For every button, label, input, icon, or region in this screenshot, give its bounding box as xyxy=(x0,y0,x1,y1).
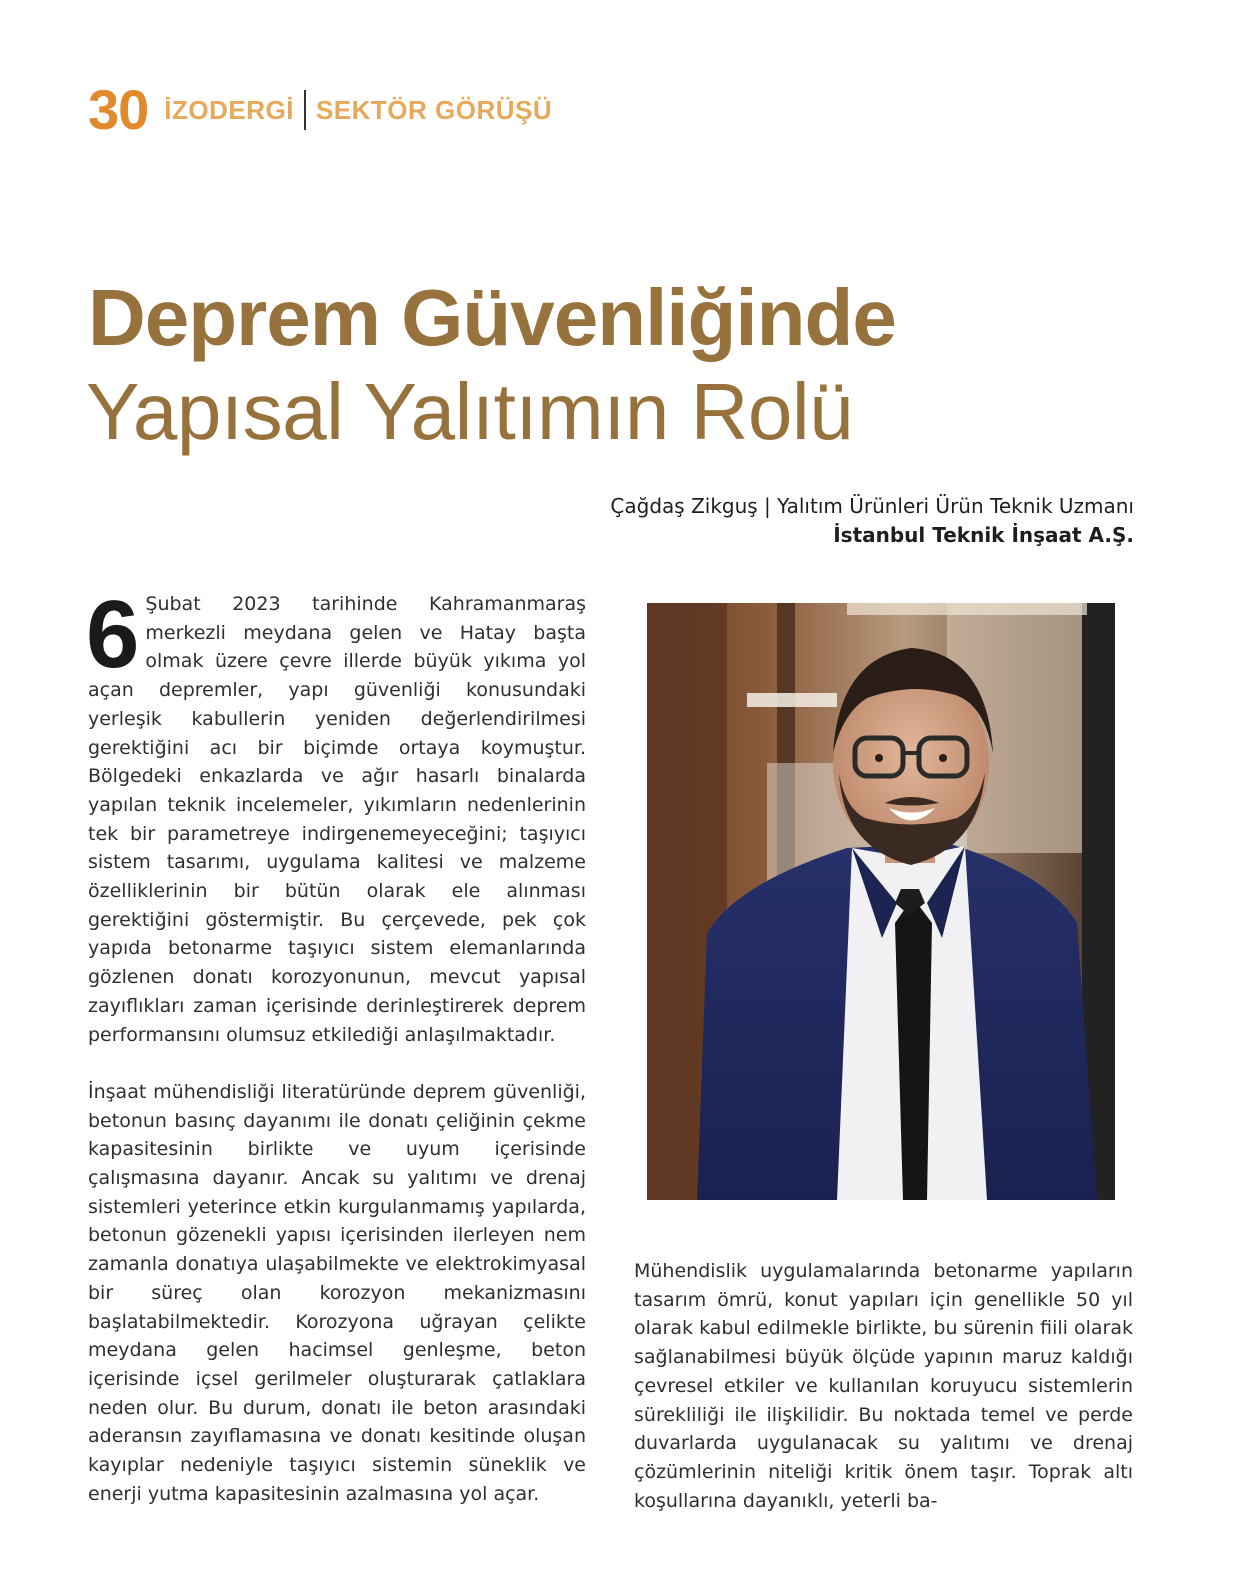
magazine-name: İZODERGİ xyxy=(164,94,294,125)
author-name-role: Çağdaş Zikguş | Yalıtım Ürünleri Ürün Teknik Uzmanı xyxy=(610,494,1134,518)
article-title-line1: Deprem Güvenliğinde xyxy=(88,273,896,362)
section-name: SEKTÖR GÖRÜŞÜ xyxy=(315,94,553,125)
article-paragraph-1 xyxy=(86,581,586,1049)
article-paragraph-2: İnşaat mühendisliği literatüründe deprem güvenliği, betonun basınç dayanımı ile donatı çeliğinin çekme kapasitesinin birlikte ve uyum içerisinde çalışmasına dayanır. Ancak su yalıtımı ve drenaj sistemleri yeterince etkin kurgulanmamış yapılarda, betonun gözenekli yapısı içerisinden ilerleyen nem zamanla donatıya ulaşabilmekte ve elektrokimyasal bir süreç olan korozyon mekanizmasını başlatabilmektedir. Korozyona uğrayan çelikte meydana gelen hacimsel genleşme, beton içerisinde içsel gerilmeler oluşturarak çatlaklara neden olur. Bu durum, donatı ile beton arasındaki aderansın zayıflamasına ve donatı kesitinde oluşan kayıplar nedeniyle taşıyıcı sistemin süneklik ve enerji yutma kapasitesinin azalmasına yol açar. xyxy=(88,1080,586,1505)
page-header xyxy=(88,80,552,140)
author-photo xyxy=(647,603,1115,1200)
author-photo-illustration xyxy=(647,603,1115,1200)
page-number: 30 xyxy=(88,78,149,141)
paragraph-1-text: Şubat 2023 tarihinde Kahramanmaraş merkezli meydana gelen ve Hatay başta olmak üzere çevre illerde büyük yıkıma yol açan depremler, yapı güvenliği konusundaki yerleşik kabullerin yeniden değerlendirilmesi gerektiğini acı bir biçimde ortaya koymuştur. Bölgedeki enkazlarda ve ağır hasarlı binalarda yapılan teknik incelemeler, yıkımların nedenlerinin tek bir parametreye indirgenemeyeceğini; taşıyıcı sistem tasarımı, uygulama kalitesi ve malzeme özelliklerinin bir bütün olarak ele alınması gerektiğini göstermiştir. Bu çerçevede, pek çok yapıda betonarme taşıyıcı sistem elemanlarında gözlenen donatı korozyonunun, mevcut yapısal zayıflıkları zaman içerisinde derinleştirerek deprem performansını olumsuz etkilediği anlaşılmaktadır. xyxy=(88,593,586,1046)
drop-cap: 6 xyxy=(86,581,140,688)
article-column-left xyxy=(86,581,586,1537)
author-company: İstanbul Teknik İnşaat A.Ş. xyxy=(833,523,1134,547)
author-byline xyxy=(610,492,1134,550)
article-paragraph-3: Mühendislik uygulamalarında betonarme yapıların tasarım ömrü, konut yapıları için genellikle 50 yıl olarak kabul edilmekle birlikte, bu sürenin fiili olarak sağlanabilmesi büyük ölçüde yapının maruz kaldığı çevresel etkiler ve kullanılan koruyucu sistemlerin sürekliliği ile ilişkilidir. Bu noktada temel ve perde duvarlarda uygulanacak su yalıtımı ve drenaj çözümlerinin niteliği kritik önem taşır. Toprak altı koşullarına dayanıklı, yeterli ba- xyxy=(634,1260,1133,1512)
header-divider xyxy=(304,90,306,130)
article-column-right xyxy=(634,1257,1133,1515)
article-title-line2: Yapısal Yalıtımın Rolü xyxy=(86,367,854,456)
